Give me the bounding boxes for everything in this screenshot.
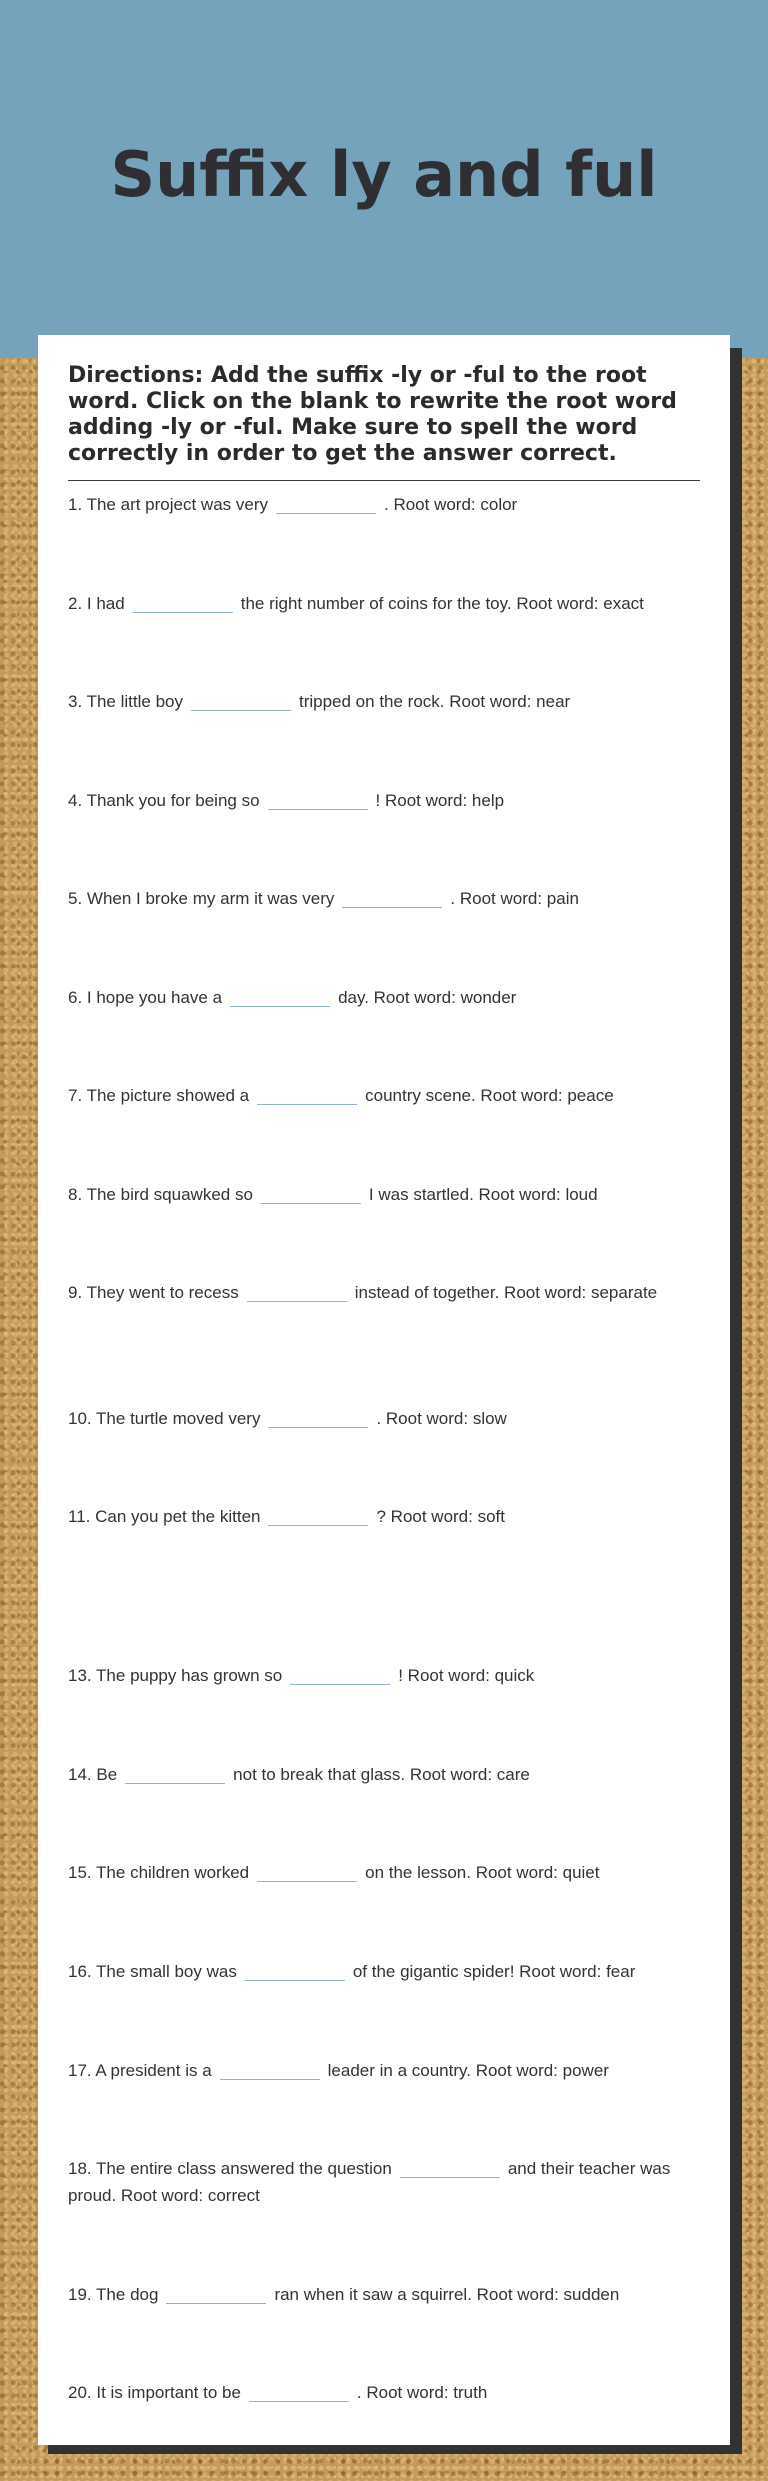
answer-blank[interactable] [257,1863,357,1882]
answer-blank[interactable] [268,1409,368,1428]
divider [68,480,700,481]
answer-blank[interactable] [257,1086,357,1105]
question-item: 11. Can you pet the kitten ? Root word: soft [68,1507,505,1526]
answer-blank[interactable] [261,1185,361,1204]
question-item: 10. The turtle moved very . Root word: slow [68,1409,507,1428]
answer-blank[interactable] [247,1283,347,1302]
question-item: 17. A president is a leader in a country. Root word: power [68,2061,609,2080]
answer-blank[interactable] [290,1666,390,1685]
question-item: 15. The children worked on the lesson. Root word: quiet [68,1863,600,1882]
answer-blank[interactable] [276,495,376,514]
page-title: Suffix ly and ful [110,138,658,211]
answer-blank[interactable] [166,2285,266,2304]
question-item: 1. The art project was very . Root word: color [68,495,518,514]
answer-blank[interactable] [230,988,330,1007]
question-item: 7. The picture showed a country scene. Root word: peace [68,1086,614,1105]
answer-blank[interactable] [342,889,442,908]
answer-blank[interactable] [249,2383,349,2402]
question-item: 6. I hope you have a day. Root word: wonder [68,988,517,1007]
question-item: 3. The little boy tripped on the rock. Root word: near [68,692,571,711]
directions-text: Directions: Add the suffix -ly or -ful to the root word. Click on the blank to rewrite the root word adding -ly or -ful. Make sure to spell the word correctly in order to get the answer correct. [68,363,677,466]
answer-blank[interactable] [191,692,291,711]
question-item: 2. I had the right number of coins for the toy. Root word: exact [68,594,644,613]
question-item: 14. Be not to break that glass. Root word: care [68,1765,530,1784]
question-item: 9. They went to recess instead of together. Root word: separate [68,1283,658,1302]
question-item: 20. It is important to be . Root word: truth [68,2383,488,2402]
question-item: 19. The dog ran when it saw a squirrel. Root word: sudden [68,2285,620,2304]
answer-blank[interactable] [268,791,368,810]
question-item: 8. The bird squawked so I was startled. Root word: loud [68,1185,598,1204]
question-item: 18. The entire class answered the question and their teacher was proud. Root word: correct [68,2159,671,2205]
answer-blank[interactable] [268,1507,368,1526]
worksheet-card [38,335,730,2445]
question-item: 4. Thank you for being so ! Root word: help [68,791,505,810]
answer-blank[interactable] [245,1962,345,1981]
answer-blank[interactable] [125,1765,225,1784]
question-item: 16. The small boy was of the gigantic spider! Root word: fear [68,1962,636,1981]
answer-blank[interactable] [400,2159,500,2178]
question-item: 13. The puppy has grown so ! Root word: quick [68,1666,535,1685]
answer-blank[interactable] [220,2061,320,2080]
answer-blank[interactable] [133,594,233,613]
question-item: 5. When I broke my arm it was very . Root word: pain [68,889,579,908]
